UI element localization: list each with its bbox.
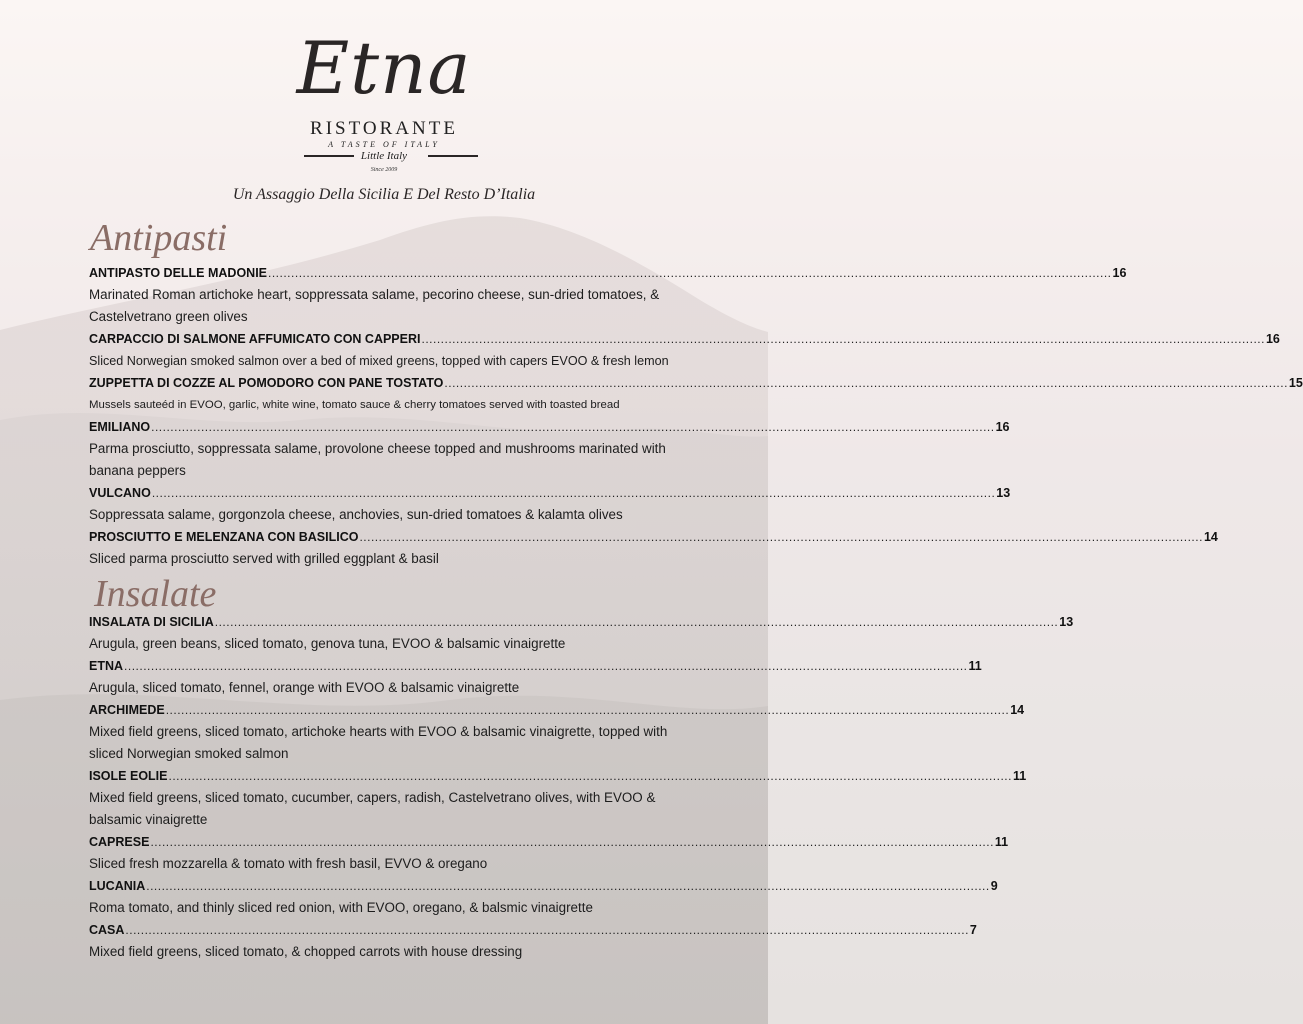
dot-leader: ............................................................................................................................................................................................................................ bbox=[151, 486, 996, 500]
item-name: ETNA bbox=[89, 659, 124, 673]
item-price: 15 bbox=[1288, 376, 1303, 390]
item-name-row bbox=[89, 655, 982, 677]
section-antipasti bbox=[89, 262, 1303, 570]
restaurant-logo bbox=[0, 24, 768, 174]
item-name-row bbox=[89, 699, 1025, 721]
item-name-row bbox=[89, 416, 1010, 438]
item-name-row bbox=[89, 919, 977, 941]
item-name: ZUPPETTA DI COZZE AL POMODORO CON PANE TOSTATO bbox=[89, 376, 444, 390]
menu-item bbox=[89, 655, 982, 699]
item-description: Arugula, sliced tomato, fennel, orange with EVOO & balsamic vinaigrette bbox=[89, 680, 520, 695]
dot-leader: ............................................................................................................................................................................................................................ bbox=[146, 879, 990, 893]
dot-leader: ............................................................................................................................................................................................................................ bbox=[168, 769, 1012, 783]
item-description: Sliced fresh mozzarella & tomato with fresh basil, EVVO & oregano bbox=[89, 856, 488, 871]
item-name: ANTIPASTO DELLE MADONIE bbox=[89, 266, 268, 280]
menu-item bbox=[89, 328, 1280, 372]
logo-location: Little Italy bbox=[360, 150, 408, 162]
item-price: 16 bbox=[995, 420, 1010, 434]
item-name-row bbox=[89, 611, 1074, 633]
item-name: PROSCIUTTO E MELENZANA CON BASILICO bbox=[89, 530, 359, 544]
item-name-row bbox=[89, 526, 1218, 548]
section-title-insalate: Insalate bbox=[94, 573, 217, 615]
item-description: Mixed field greens, sliced tomato, cucumber, capers, radish, Castelvetrano olives, with EVOO & balsamic vinaigrette bbox=[89, 790, 656, 827]
item-name: CASA bbox=[89, 923, 125, 937]
item-name-row bbox=[89, 875, 998, 897]
item-description: Arugula, green beans, sliced tomato, genova tuna, EVOO & balsamic vinaigrette bbox=[89, 636, 566, 651]
item-name: ARCHIMEDE bbox=[89, 703, 165, 717]
item-name: ISOLE EOLIE bbox=[89, 769, 168, 783]
item-price: 13 bbox=[996, 486, 1011, 500]
menu-item bbox=[89, 611, 1074, 655]
item-price: 7 bbox=[969, 923, 977, 937]
item-price: 11 bbox=[968, 659, 982, 673]
item-price: 11 bbox=[994, 835, 1009, 849]
section-title-antipasti: Antipasti bbox=[90, 217, 228, 259]
dot-leader: ............................................................................................................................................................................................................................ bbox=[214, 615, 1059, 629]
item-description: Parma prosciutto, soppressata salame, provolone cheese topped and mushrooms marinated with banana peppers bbox=[89, 441, 666, 478]
menu-tagline: Un Assaggio Della Sicilia E Del Resto D’Italia bbox=[232, 186, 536, 203]
logo-script: Etna bbox=[296, 26, 472, 110]
item-price: 16 bbox=[1112, 266, 1127, 280]
item-price: 9 bbox=[990, 879, 998, 893]
dot-leader: ............................................................................................................................................................................................................................ bbox=[421, 332, 1265, 346]
logo-subtitle: RISTORANTE bbox=[310, 118, 458, 139]
item-name-row bbox=[89, 482, 1011, 504]
dot-leader: ............................................................................................................................................................................................................................ bbox=[151, 420, 995, 434]
item-description: Mixed field greens, sliced tomato, & chopped carrots with house dressing bbox=[89, 944, 523, 959]
item-name: LUCANIA bbox=[89, 879, 146, 893]
item-name: INSALATA DI SICILIA bbox=[89, 615, 214, 629]
item-name: EMILIANO bbox=[89, 420, 151, 434]
item-name: CARPACCIO DI SALMONE AFFUMICATO CON CAPPERI bbox=[89, 332, 421, 346]
item-description: Mixed field greens, sliced tomato, artichoke hearts with EVOO & balsamic vinaigrette, topped with sliced Norwegian smoked salmon bbox=[89, 724, 668, 761]
menu-item bbox=[89, 482, 1011, 526]
dot-leader: ............................................................................................................................................................................................................................ bbox=[359, 530, 1203, 544]
item-description: Marinated Roman artichoke heart, soppressata salame, pecorino cheese, sun-dried tomatoes, & Castelvetrano green olives bbox=[89, 287, 660, 324]
item-description: Sliced Norwegian smoked salmon over a bed of mixed greens, topped with capers EVOO & fresh lemon bbox=[89, 354, 669, 368]
item-name: VULCANO bbox=[89, 486, 151, 500]
dot-leader: ............................................................................................................................................................................................................................ bbox=[268, 266, 1112, 280]
item-name-row bbox=[89, 372, 1303, 394]
logo-tagline: A TASTE OF ITALY bbox=[328, 140, 440, 149]
dot-leader: ............................................................................................................................................................................................................................ bbox=[124, 659, 968, 673]
item-name: CAPRESE bbox=[89, 835, 150, 849]
menu-item bbox=[89, 765, 1027, 831]
item-name-row bbox=[89, 262, 1127, 284]
item-price: 14 bbox=[1010, 703, 1025, 717]
logo-rule-right bbox=[428, 155, 478, 157]
dot-leader: ............................................................................................................................................................................................................................ bbox=[150, 835, 994, 849]
item-description: Roma tomato, and thinly sliced red onion, with EVOO, oregano, & balsmic vinaigrette bbox=[89, 900, 593, 915]
item-description: Mussels sauteéd in EVOO, garlic, white wine, tomato sauce & cherry tomatoes served with toasted bread bbox=[89, 399, 620, 411]
item-name-row bbox=[89, 831, 1009, 853]
menu-item bbox=[89, 831, 1009, 875]
logo-since: Since 2009 bbox=[370, 167, 398, 173]
menu-item bbox=[89, 262, 1127, 328]
item-price: 11 bbox=[1012, 769, 1027, 783]
menu-item bbox=[89, 919, 977, 963]
item-price: 16 bbox=[1265, 332, 1280, 346]
dot-leader: ............................................................................................................................................................................................................................ bbox=[165, 703, 1010, 717]
item-price: 13 bbox=[1059, 615, 1074, 629]
menu-item bbox=[89, 875, 998, 919]
item-name-row bbox=[89, 328, 1280, 350]
item-price: 14 bbox=[1203, 530, 1218, 544]
dot-leader: ............................................................................................................................................................................................................................ bbox=[125, 923, 969, 937]
menu-item bbox=[89, 372, 1303, 416]
section-insalate bbox=[89, 611, 1074, 963]
item-name-row bbox=[89, 765, 1027, 787]
dot-leader: ............................................................................................................................................................................................................................ bbox=[444, 376, 1288, 390]
menu-item bbox=[89, 526, 1218, 570]
menu-item bbox=[89, 416, 1010, 482]
item-description: Sliced parma prosciutto served with grilled eggplant & basil bbox=[89, 551, 439, 566]
item-description: Soppressata salame, gorgonzola cheese, anchovies, sun-dried tomatoes & kalamta olives bbox=[89, 507, 623, 522]
menu-item bbox=[89, 699, 1025, 765]
